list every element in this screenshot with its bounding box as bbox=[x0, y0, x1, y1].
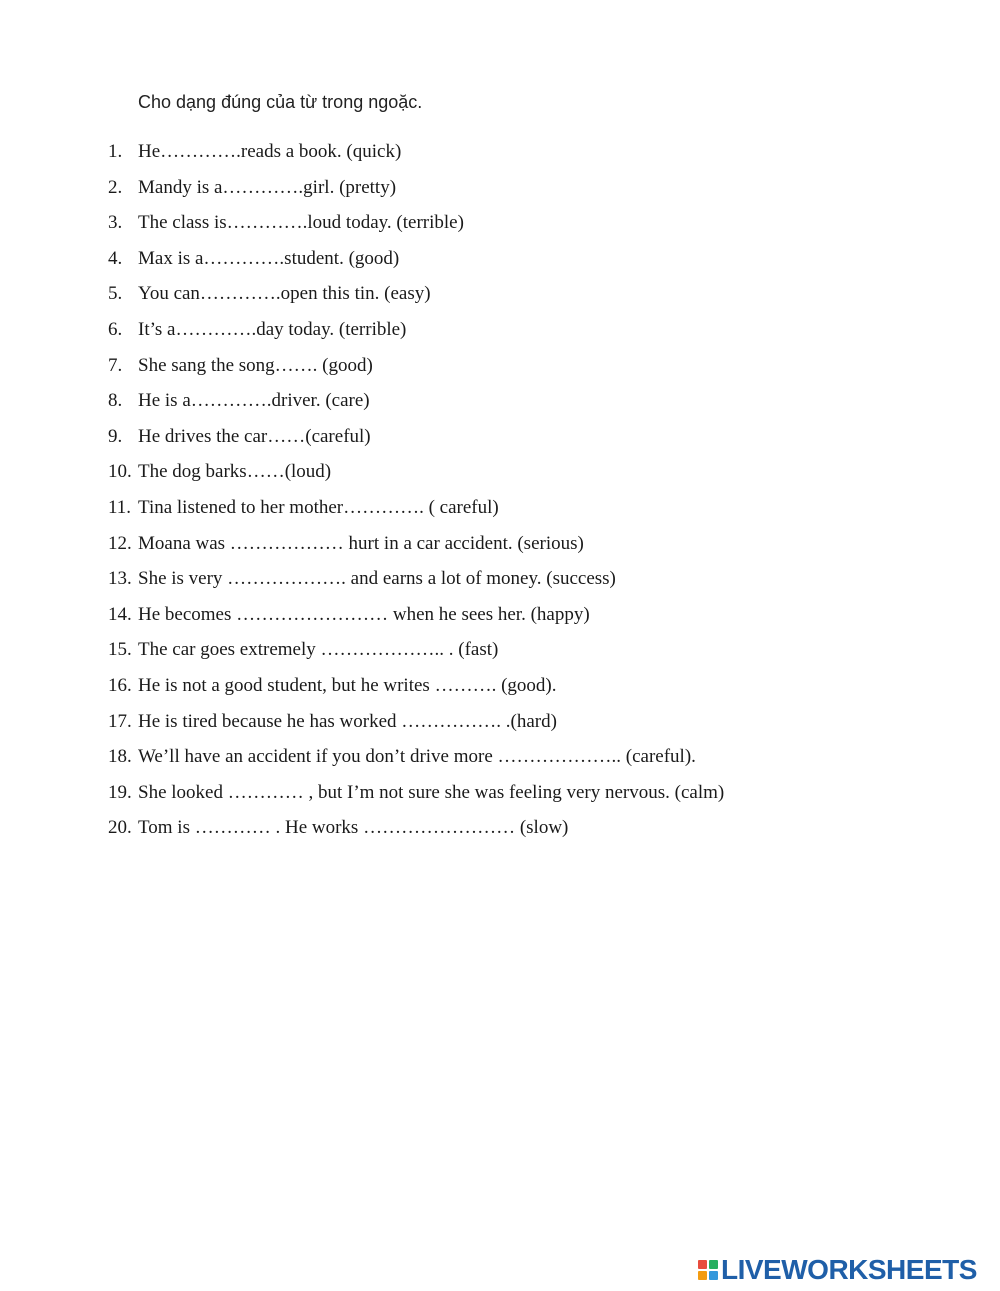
logo-square bbox=[709, 1271, 718, 1280]
exercise-item bbox=[108, 672, 724, 708]
item-text: It’s a………….day today. (terrible) bbox=[138, 318, 407, 340]
exercise-item bbox=[108, 708, 724, 744]
item-text: We’ll have an accident if you don’t drive more ……………….. (careful). bbox=[138, 746, 696, 768]
instruction-heading: Cho dạng đúng của từ trong ngoặc. bbox=[138, 92, 423, 112]
liveworksheets-logo bbox=[698, 1255, 977, 1285]
item-text: She is very ………………. and earns a lot of money. (success) bbox=[138, 568, 616, 590]
item-number: 15. bbox=[108, 639, 132, 661]
exercise-item bbox=[108, 174, 724, 210]
exercise-item bbox=[108, 387, 724, 423]
logo-mark-icon bbox=[698, 1260, 718, 1280]
exercise-item bbox=[108, 458, 724, 494]
item-number: 2. bbox=[108, 176, 123, 198]
item-number: 6. bbox=[108, 318, 123, 340]
item-number: 9. bbox=[108, 425, 123, 447]
item-number: 7. bbox=[108, 354, 123, 376]
item-text: Moana was ……………… hurt in a car accident. (serious) bbox=[138, 532, 584, 554]
item-text: The dog barks……(loud) bbox=[138, 461, 332, 483]
item-number: 11. bbox=[108, 496, 132, 518]
logo-square bbox=[709, 1260, 718, 1269]
logo-square bbox=[698, 1271, 707, 1280]
item-number: 5. bbox=[108, 283, 123, 305]
item-text: You can………….open this tin. (easy) bbox=[138, 283, 431, 305]
item-text: He is a………….driver. (care) bbox=[138, 390, 370, 412]
item-number: 17. bbox=[108, 710, 132, 732]
item-number: 19. bbox=[108, 781, 132, 803]
item-number: 16. bbox=[108, 674, 132, 696]
item-text: He………….reads a book. (quick) bbox=[138, 141, 402, 162]
item-text: He becomes …………………… when he sees her. (happy) bbox=[138, 603, 590, 625]
exercise-item bbox=[108, 565, 724, 601]
item-number: 20. bbox=[108, 817, 132, 839]
item-text: He drives the car……(careful) bbox=[138, 425, 371, 447]
item-number: 18. bbox=[108, 746, 132, 768]
item-number: 14. bbox=[108, 603, 132, 625]
exercise-item bbox=[108, 636, 724, 672]
item-number: 13. bbox=[108, 568, 132, 590]
logo-text: LIVEWORKSHEETS bbox=[721, 1254, 977, 1285]
exercise-item bbox=[108, 423, 724, 459]
item-number: 10. bbox=[108, 461, 132, 483]
exercise-item bbox=[108, 743, 724, 779]
item-text: She sang the song……. (good) bbox=[138, 354, 373, 376]
item-text: Mandy is a………….girl. (pretty) bbox=[138, 176, 397, 198]
exercise-item bbox=[108, 814, 724, 850]
item-number: 8. bbox=[108, 390, 123, 412]
item-number: 4. bbox=[108, 247, 123, 269]
exercise-item bbox=[108, 138, 724, 174]
exercise-item bbox=[108, 245, 724, 281]
item-number: 3. bbox=[108, 212, 123, 234]
item-number: 12. bbox=[108, 532, 132, 554]
item-text: The class is………….loud today. (terrible) bbox=[138, 212, 464, 234]
item-text: He is tired because he has worked ……………. .(hard) bbox=[138, 710, 557, 732]
item-text: She looked ………… , but I’m not sure she was feeling very nervous. (calm) bbox=[138, 781, 725, 803]
exercise-item bbox=[108, 316, 724, 352]
exercise-item bbox=[108, 530, 724, 566]
logo-square bbox=[698, 1260, 707, 1269]
item-text: He is not a good student, but he writes ………. (good). bbox=[138, 674, 557, 696]
exercise-item bbox=[108, 779, 724, 815]
exercise-item bbox=[108, 352, 724, 388]
exercise-item bbox=[108, 209, 724, 245]
item-number: 1. bbox=[108, 141, 123, 162]
exercise-item bbox=[108, 494, 724, 530]
item-text: Tina listened to her mother…………. ( careful) bbox=[138, 496, 499, 518]
item-text: The car goes extremely ……………….. . (fast) bbox=[138, 639, 499, 661]
item-text: Max is a………….student. (good) bbox=[138, 247, 400, 269]
exercise-item bbox=[108, 601, 724, 637]
item-text: Tom is ………… . He works …………………… (slow) bbox=[138, 817, 569, 839]
exercise-item bbox=[108, 280, 724, 316]
exercise-list bbox=[108, 138, 724, 850]
